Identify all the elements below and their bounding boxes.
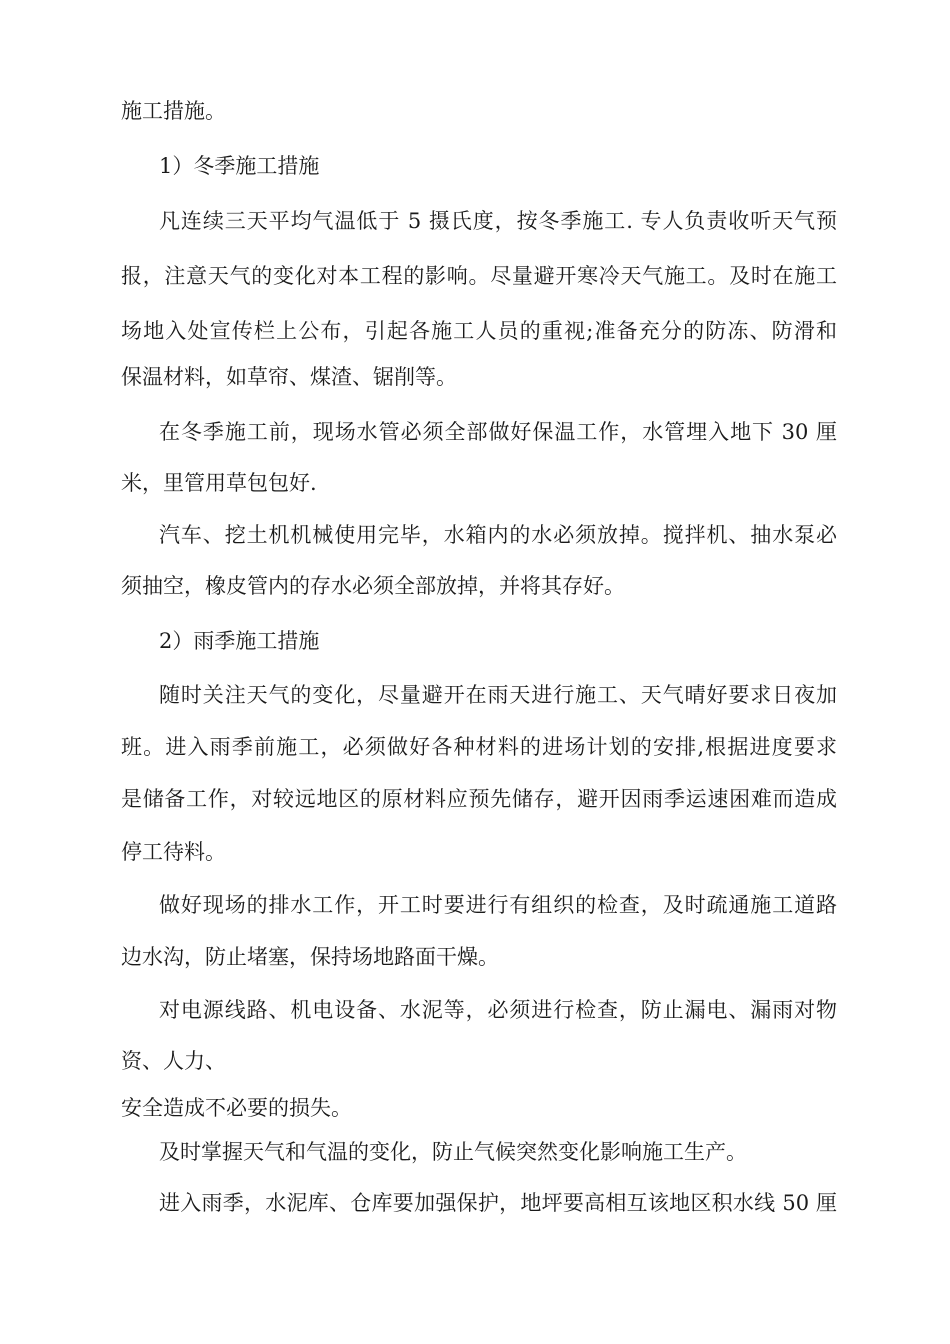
- text-line: 汽车、挖土机机械使用完毕，水箱内的水必须放掉。搅拌机、抽水泵必: [159, 523, 837, 547]
- text-line: 随时关注天气的变化，尽量避开在雨天进行施工、天气晴好要求日夜加: [159, 683, 837, 707]
- text-line: 对电源线路、机电设备、水泥等，必须进行检查，防止漏电、漏雨对物: [159, 998, 837, 1022]
- text-line: 须抽空，橡皮管内的存水必须全部放掉，并将其存好。: [121, 574, 625, 598]
- section-heading-rain: 2）雨季施工措施: [159, 629, 320, 653]
- text-line: 场地入处宣传栏上公布，引起各施工人员的重视;准备充分的防冻、防滑和: [121, 319, 837, 343]
- text-line: 进入雨季，水泥库、仓库要加强保护，地坪要高相互该地区积水线 50 厘: [159, 1191, 837, 1215]
- text-line: 米，里管用草包包好.: [121, 471, 317, 495]
- text-line: 及时掌握天气和气温的变化，防止气候突然变化影响施工生产。: [159, 1140, 747, 1164]
- text-line: 在冬季施工前，现场水管必须全部做好保温工作，水管埋入地下 30 厘: [159, 420, 837, 444]
- text-line: 做好现场的排水工作，开工时要进行有组织的检查，及时疏通施工道路: [159, 893, 837, 917]
- section-heading-winter: 1）冬季施工措施: [159, 154, 320, 178]
- text-line: 停工待料。: [121, 840, 226, 864]
- text-line: 是储备工作，对较远地区的原材料应预先储存，避开因雨季运速困难而造成: [121, 787, 837, 811]
- text-line: 保温材料，如草帘、煤渣、锯削等。: [121, 365, 457, 389]
- text-line: 施工措施。: [121, 99, 226, 123]
- text-line: 凡连续三天平均气温低于 5 摄氏度，按冬季施工. 专人负责收听天气预: [159, 209, 837, 233]
- text-line: 资、人力、: [121, 1049, 226, 1073]
- text-line: 边水沟，防止堵塞，保持场地路面干燥。: [121, 945, 499, 969]
- text-line: 班。进入雨季前施工，必须做好各种材料的进场计划的安排,根据进度要求: [121, 735, 837, 759]
- text-line: 报，注意天气的变化对本工程的影响。尽量避开寒冷天气施工。及时在施工: [121, 264, 837, 288]
- text-line: 安全造成不必要的损失。: [121, 1096, 352, 1120]
